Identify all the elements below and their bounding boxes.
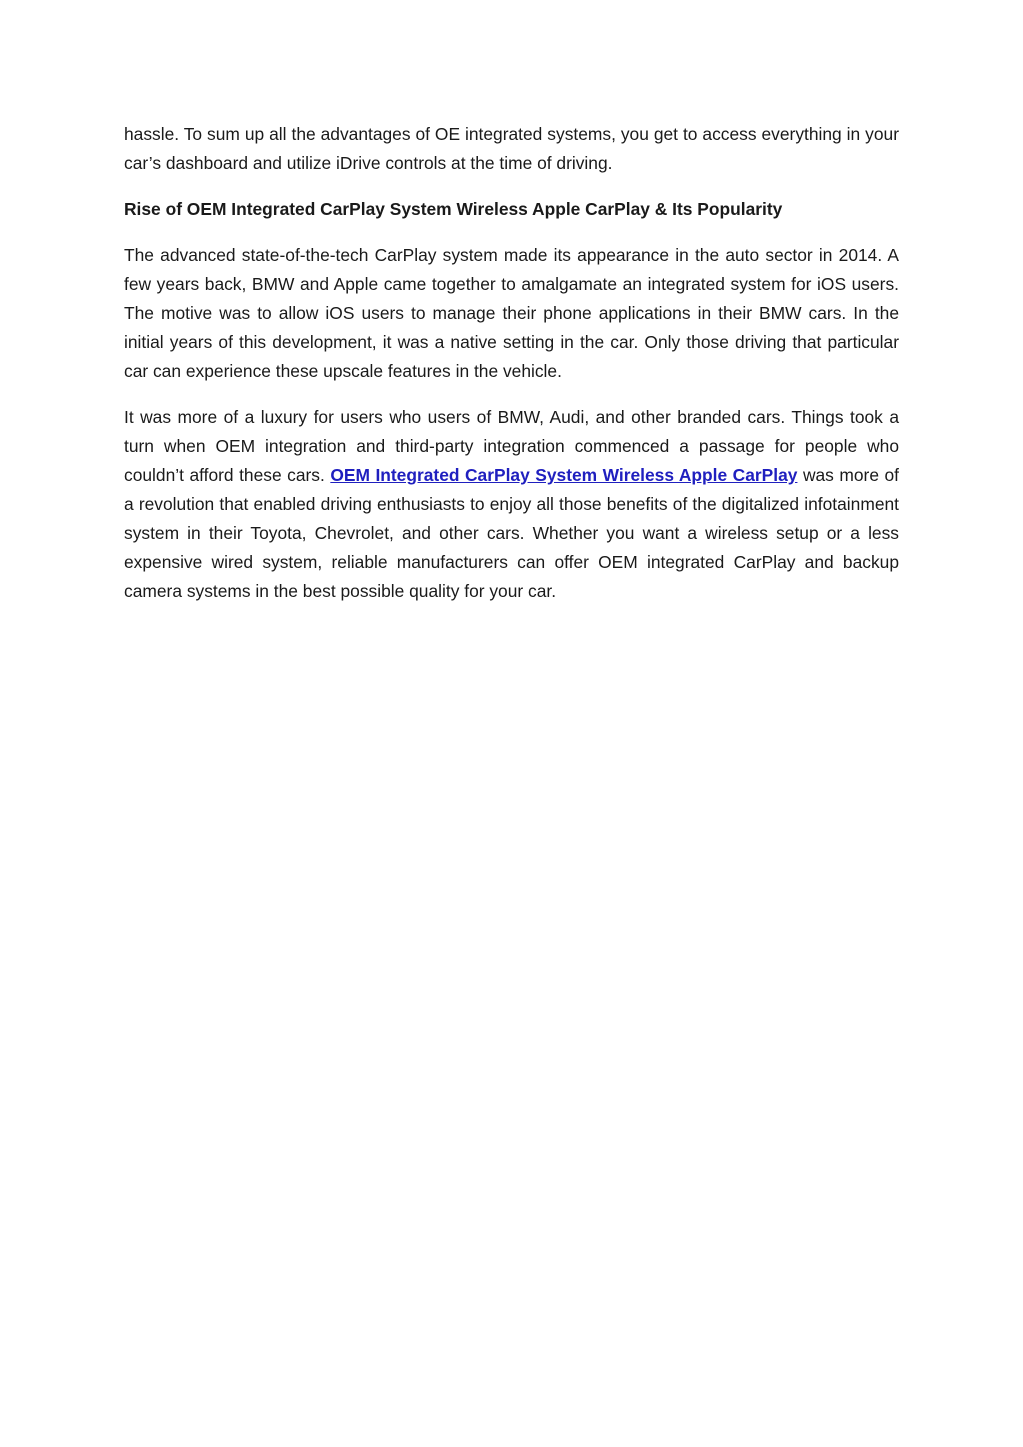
- paragraph-intro: hassle. To sum up all the advantages of OE integrated systems, you get to access everything in your car’s dashboard and utilize iDrive controls at the time of driving.: [124, 124, 899, 173]
- oem-carplay-link[interactable]: OEM Integrated CarPlay System Wireless Apple CarPlay: [330, 465, 798, 485]
- paragraph-luxury-text-after: was more of a revolution that enabled driving enthusiasts to enjoy all those benefits of the digitalized infotainment system in their Toyota, Chevrolet, and other cars. Whether you want a wireless setup or a less expensive wired system, reliable manufacturers can offer OEM integrated CarPlay and backup camera systems in the best possible quality for your car.: [124, 465, 899, 601]
- paragraph-luxury: [124, 403, 899, 606]
- paragraph-history: The advanced state-of-the-tech CarPlay system made its appearance in the auto sector in 2014. A few years back, BMW and Apple came together to amalgamate an integrated system for iOS users. The motive was to allow iOS users to manage their phone applications in their BMW cars. In the initial years of this development, it was a native setting in the car. Only those driving that particular car can experience these upscale features in the vehicle.: [124, 245, 899, 381]
- document-page: [124, 120, 899, 623]
- paragraph-luxury-text-before: It was more of a luxury for users who users of BMW, Audi, and other branded cars. Things took a turn when OEM integration and third-party integration commenced a passage for people who couldn’t afford these cars.: [124, 407, 899, 485]
- section-heading: Rise of OEM Integrated CarPlay System Wireless Apple CarPlay & Its Popularity: [124, 199, 783, 219]
